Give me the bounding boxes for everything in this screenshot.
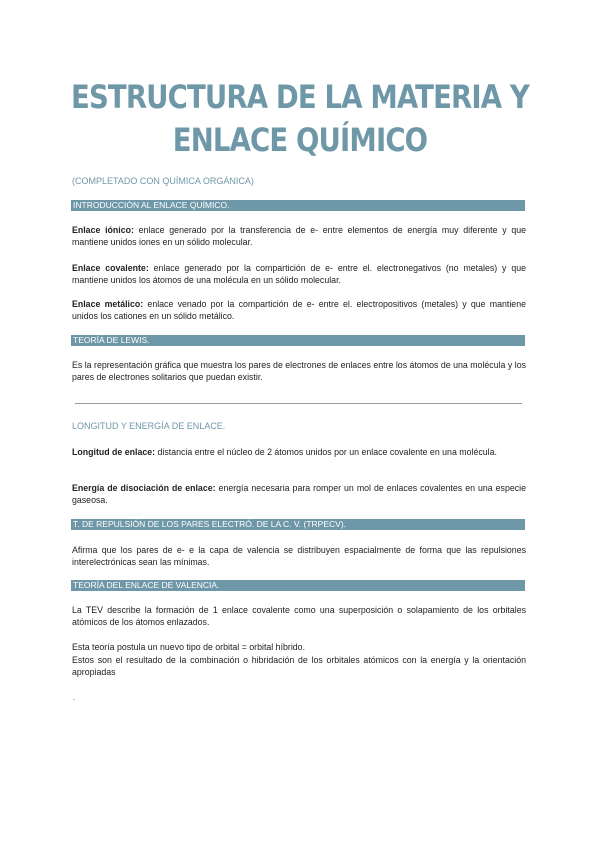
definition-text: enlace generado por la compartición de e- entre el. electronegativos (no metales) y que mantiene unidos los átomos de una molécula en un sólido molecular. [72,263,526,285]
definition-text: enlace generado por la transferencia de e- entre elementos de energía muy diferente y que mantiene unidos iones en un sólido molecular. [72,225,527,247]
definition-term: Energía de disociación de enlace: [72,483,216,493]
trailing-period: . [73,693,76,702]
definition-text: energía necesaria para romper un mol de enlaces covalentes en una especie gaseosa. [72,483,526,505]
definition-text: enlace venado por la compartición de e- entre el. electropositivos (metales) y que mantiene unidos los cationes en un sólido metálico. [72,299,526,321]
section-heading-longitud: LONGITUD Y ENERGÍA DE ENLACE. [72,421,226,431]
definition-term: Enlace covalente: [72,263,149,273]
definition-term: Longitud de enlace: [72,447,156,457]
definition-enlace-ionico [72,224,526,248]
document-title-line-1: ESTRUCTURA DE LA MATERIA Y [71,78,529,116]
definition-term: Enlace iónico: [72,225,134,235]
document-subtitle: (COMPLETADO CON QUÍMICA ORGÁNICA) [72,176,254,186]
lewis-paragraph: Es la representación gráfica que muestra los pares de electrones de enlaces entre los átomos de una molécula y los pares de electrones solitarios que puedan existir. [72,360,526,382]
document-title-line-2: ENLACE QUÍMICO [172,121,428,159]
tev-paragraph-2: Esta teoría postula un nuevo tipo de orbital = orbital híbrido. [72,642,306,652]
definition-enlace-covalente [72,262,526,286]
trpecv-paragraph: Afirma que los pares de e- e la capa de valencia se distribuyen espacialmente de forma que las repulsiones interelectrónicas sean las mínimas. [72,545,526,567]
section-heading-lewis: TEORÍA DE LEWIS. [71,335,525,346]
section-heading-intro: INTRODUCCIÓN AL ENLACE QUÍMICO. [71,200,525,211]
horizontal-divider [75,403,522,404]
definition-enlace-metalico [72,298,526,322]
definition-energia-disociacion [72,482,526,506]
definition-text: distancia entre el núcleo de 2 átomos unidos por un enlace covalente en una molécula. [155,447,497,457]
tev-paragraph-3: Estos son el resultado de la combinación o hibridación de los orbitales atómicos con la energía y la orientación apropiadas [72,655,526,677]
definition-longitud-enlace [72,446,526,458]
definition-term: Enlace metálico: [72,299,144,309]
section-heading-trpecv: T. DE REPULSIÓN DE LOS PARES ELECTRÓ. DE LA C. V. (TRPECV). [71,519,525,530]
tev-paragraph-1: La TEV describe la formación de 1 enlace covalente como una superposición o solapamiento de los orbitales atómicos de los átomos enlazados. [72,605,526,627]
section-heading-tev: TEORÍA DEL ENLACE DE VALENCIA. [71,580,525,591]
